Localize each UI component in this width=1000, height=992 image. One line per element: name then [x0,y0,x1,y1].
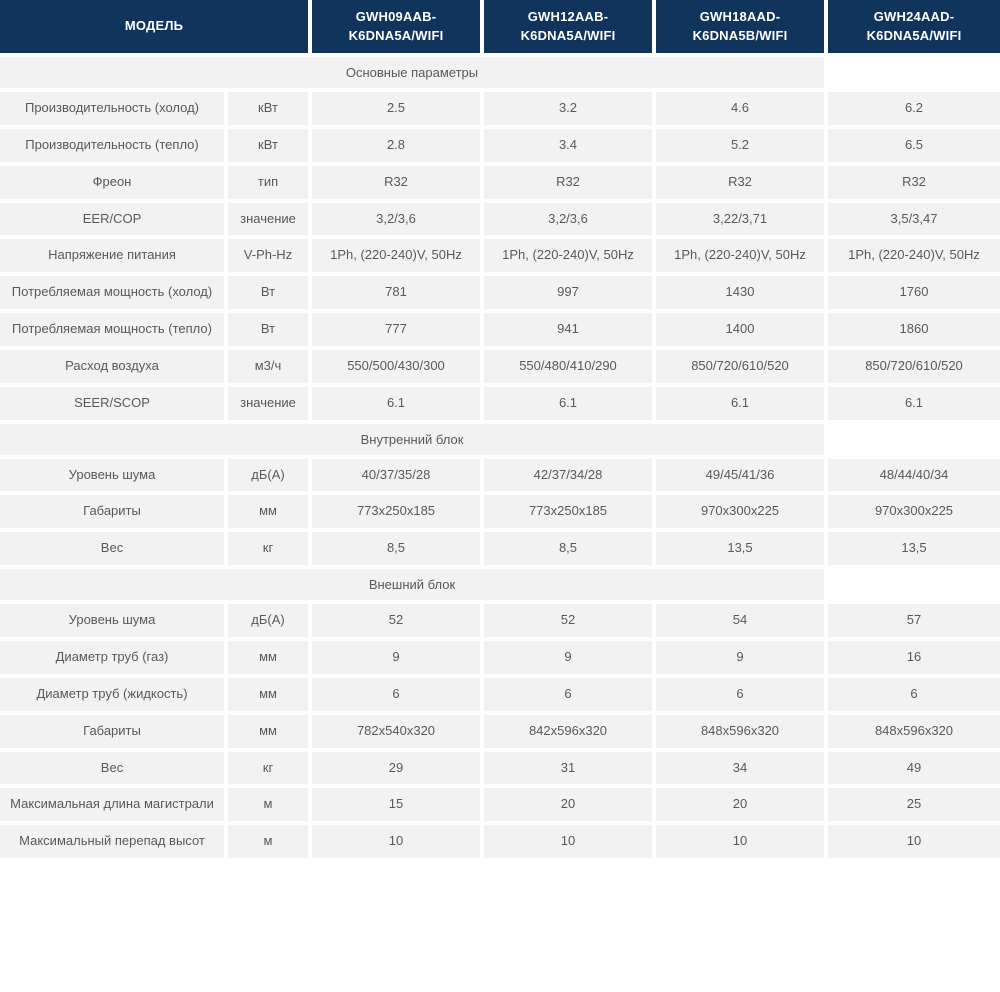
value-cell: 9 [312,641,484,678]
value-cell: 3,2/3,6 [312,203,484,240]
value-cell: 941 [484,313,656,350]
table-row [0,387,1000,424]
value-cell: 2.5 [312,92,484,129]
value-cell: 42/37/34/28 [484,459,656,496]
table-row [0,166,1000,203]
table-row [0,788,1000,825]
value-cell: 2.8 [312,129,484,166]
value-cell: 9 [484,641,656,678]
table-row [0,276,1000,313]
value-cell: 8,5 [484,532,656,569]
table-row [0,239,1000,276]
value-cell: 10 [656,825,828,862]
model-header-3: GWH18AAD-K6DNA5B/WIFI [656,0,828,57]
value-cell: 34 [656,752,828,789]
unit-cell: дБ(А) [228,459,312,496]
table-row [0,604,1000,641]
param-cell: Производительность (тепло) [0,129,228,166]
param-cell: Диаметр труб (газ) [0,641,228,678]
value-cell: 997 [484,276,656,313]
value-cell: 3.4 [484,129,656,166]
value-cell: 13,5 [656,532,828,569]
value-cell: 10 [484,825,656,862]
model-column-header: МОДЕЛЬ [0,0,312,57]
value-cell: 20 [656,788,828,825]
value-cell: 20 [484,788,656,825]
value-cell: 970x300x225 [656,495,828,532]
param-cell: Фреон [0,166,228,203]
param-cell: Габариты [0,715,228,752]
value-cell: R32 [656,166,828,203]
value-cell: 6.1 [828,387,1000,424]
value-cell: 773x250x185 [484,495,656,532]
value-cell: 842x596x320 [484,715,656,752]
value-cell: 6.1 [656,387,828,424]
unit-cell: кг [228,752,312,789]
param-cell: SEER/SCOP [0,387,228,424]
value-cell: 1Ph, (220-240)V, 50Hz [484,239,656,276]
value-cell: 850/720/610/520 [828,350,1000,387]
value-cell: 6 [656,678,828,715]
unit-cell: м [228,788,312,825]
value-cell: 52 [484,604,656,641]
value-cell: 773x250x185 [312,495,484,532]
table-row [0,715,1000,752]
value-cell: 57 [828,604,1000,641]
value-cell: 3.2 [484,92,656,129]
value-cell: 6 [828,678,1000,715]
value-cell: 1430 [656,276,828,313]
table-row [0,825,1000,862]
value-cell: 1400 [656,313,828,350]
value-cell: 970x300x225 [828,495,1000,532]
unit-cell: Вт [228,276,312,313]
param-cell: Расход воздуха [0,350,228,387]
table-row [0,752,1000,789]
value-cell: 6.2 [828,92,1000,129]
value-cell: 4.6 [656,92,828,129]
value-cell: 3,2/3,6 [484,203,656,240]
unit-cell: кВт [228,92,312,129]
section-title: Внутренний блок [0,424,828,459]
param-cell: Габариты [0,495,228,532]
value-cell: 1760 [828,276,1000,313]
section-row [0,57,1000,92]
param-cell: Уровень шума [0,459,228,496]
unit-cell: м [228,825,312,862]
param-cell: Вес [0,532,228,569]
param-cell: Уровень шума [0,604,228,641]
unit-cell: мм [228,641,312,678]
value-cell: 777 [312,313,484,350]
unit-cell: значение [228,387,312,424]
section-title: Основные параметры [0,57,828,92]
value-cell: 31 [484,752,656,789]
value-cell: 781 [312,276,484,313]
value-cell: 49/45/41/36 [656,459,828,496]
table-row [0,129,1000,166]
value-cell: 6 [312,678,484,715]
value-cell: 6 [484,678,656,715]
value-cell: 848x596x320 [828,715,1000,752]
table-row [0,203,1000,240]
value-cell: 25 [828,788,1000,825]
param-cell: Вес [0,752,228,789]
value-cell: 52 [312,604,484,641]
unit-cell: кВт [228,129,312,166]
model-header-2: GWH12AAB-K6DNA5A/WIFI [484,0,656,57]
table-row [0,641,1000,678]
value-cell: 9 [656,641,828,678]
unit-cell: кг [228,532,312,569]
param-cell: EER/COP [0,203,228,240]
section-blank-cell [828,424,1000,459]
section-blank-cell [828,569,1000,604]
param-cell: Потребляемая мощность (холод) [0,276,228,313]
unit-cell: дБ(А) [228,604,312,641]
table-row [0,92,1000,129]
table-header-row [0,0,1000,57]
unit-cell: мм [228,678,312,715]
param-cell: Диаметр труб (жидкость) [0,678,228,715]
table-row [0,495,1000,532]
value-cell: 850/720/610/520 [656,350,828,387]
value-cell: 1860 [828,313,1000,350]
unit-cell: V-Ph-Hz [228,239,312,276]
value-cell: 13,5 [828,532,1000,569]
value-cell: 10 [312,825,484,862]
value-cell: 54 [656,604,828,641]
unit-cell: значение [228,203,312,240]
value-cell: 15 [312,788,484,825]
table-row [0,532,1000,569]
value-cell: 5.2 [656,129,828,166]
value-cell: 29 [312,752,484,789]
table-row [0,350,1000,387]
section-row [0,424,1000,459]
param-cell: Напряжение питания [0,239,228,276]
value-cell: 8,5 [312,532,484,569]
table-row [0,459,1000,496]
unit-cell: Вт [228,313,312,350]
value-cell: 1Ph, (220-240)V, 50Hz [312,239,484,276]
param-cell: Потребляемая мощность (тепло) [0,313,228,350]
value-cell: 49 [828,752,1000,789]
table-row [0,313,1000,350]
param-cell: Максимальный перепад высот [0,825,228,862]
value-cell: 48/44/40/34 [828,459,1000,496]
value-cell: 6.1 [312,387,484,424]
value-cell: 1Ph, (220-240)V, 50Hz [828,239,1000,276]
value-cell: 848x596x320 [656,715,828,752]
model-header-1: GWH09AAB-K6DNA5A/WIFI [312,0,484,57]
section-row [0,569,1000,604]
section-title: Внешний блок [0,569,828,604]
value-cell: 10 [828,825,1000,862]
value-cell: 782x540x320 [312,715,484,752]
value-cell: 6.5 [828,129,1000,166]
value-cell: 3,5/3,47 [828,203,1000,240]
value-cell: 16 [828,641,1000,678]
value-cell: 6.1 [484,387,656,424]
unit-cell: тип [228,166,312,203]
unit-cell: мм [228,715,312,752]
section-blank-cell [828,57,1000,92]
value-cell: 550/480/410/290 [484,350,656,387]
param-cell: Производительность (холод) [0,92,228,129]
value-cell: R32 [828,166,1000,203]
table-row [0,678,1000,715]
value-cell: 1Ph, (220-240)V, 50Hz [656,239,828,276]
value-cell: R32 [312,166,484,203]
unit-cell: мм [228,495,312,532]
value-cell: 3,22/3,71 [656,203,828,240]
value-cell: 40/37/35/28 [312,459,484,496]
value-cell: R32 [484,166,656,203]
value-cell: 550/500/430/300 [312,350,484,387]
param-cell: Максимальная длина магистрали [0,788,228,825]
model-header-4: GWH24AAD-K6DNA5A/WIFI [828,0,1000,57]
unit-cell: м3/ч [228,350,312,387]
